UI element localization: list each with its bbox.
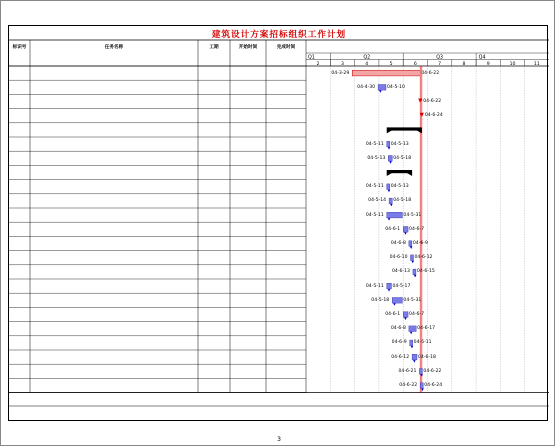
dependency-arrow bbox=[390, 204, 393, 207]
summary-cap-left bbox=[387, 130, 393, 134]
bar-start-label: 04-5-11 bbox=[365, 184, 384, 190]
month-label: 11 bbox=[533, 61, 540, 67]
task-bar bbox=[419, 369, 422, 375]
gantt-sheet bbox=[8, 25, 548, 443]
month-label: 10 bbox=[509, 61, 516, 67]
bar-start-label: 04-6-1 bbox=[385, 312, 401, 317]
page-number: 3 bbox=[277, 436, 281, 443]
bar-end-label: 04-5-31 bbox=[403, 297, 422, 303]
bar-end-label: 04-5-13 bbox=[390, 141, 409, 147]
dependency-arrow bbox=[388, 190, 391, 193]
dependency-arrow bbox=[413, 360, 416, 363]
bar-end-label: 04-5-31 bbox=[403, 212, 422, 218]
bar-start-label: 04-5-11 bbox=[365, 212, 384, 218]
bar-end-label: 04-6-22 bbox=[423, 368, 442, 374]
bar-start-label: 04-6-13 bbox=[391, 269, 410, 275]
task-bar bbox=[413, 269, 416, 275]
bar-end-label: 04-6-17 bbox=[417, 326, 436, 332]
bar-start-label: 04-6-21 bbox=[398, 368, 417, 374]
task-bar bbox=[387, 283, 392, 289]
bar-end-label: 04-6-7 bbox=[409, 226, 425, 232]
bar-start-label: 04-4-30 bbox=[357, 84, 376, 90]
column-header-id: 标识号 bbox=[12, 45, 27, 50]
task-bar bbox=[409, 241, 412, 247]
month-label: 4 bbox=[365, 61, 369, 67]
bar-start-label: 04-6-8 bbox=[390, 326, 406, 332]
dependency-arrow bbox=[410, 247, 413, 250]
column-header-duration: 工期 bbox=[209, 45, 219, 50]
summary-cap-right bbox=[416, 130, 422, 134]
task-bar bbox=[387, 184, 390, 190]
dependency-arrow bbox=[379, 90, 382, 93]
quarter-label: Q4 bbox=[478, 55, 486, 61]
bar-end-label: 04-6-24 bbox=[424, 113, 443, 119]
month-label: 6 bbox=[413, 61, 417, 67]
dependency-arrow bbox=[411, 261, 414, 264]
bar-end-label: 04-5-18 bbox=[393, 155, 412, 161]
task-bar bbox=[389, 198, 392, 204]
bar-end-label: 04-6-7 bbox=[409, 312, 425, 317]
bar-end-label: 04-5-17 bbox=[392, 283, 411, 289]
bar-end-label: 04-5-10 bbox=[386, 84, 405, 90]
task-bar bbox=[387, 141, 390, 147]
column-header-name: 任务名称 bbox=[104, 45, 124, 50]
bar-start-label: 04-6-1 bbox=[385, 226, 401, 232]
task-bar bbox=[412, 354, 417, 360]
bar-end-label: 04-5-18 bbox=[393, 198, 412, 204]
task-bar bbox=[378, 85, 386, 91]
bar-start-label: 04-5-11 bbox=[365, 141, 384, 147]
bar-end-label: 04-6-18 bbox=[417, 354, 436, 360]
task-bar bbox=[403, 312, 408, 318]
bar-end-label: 04-6-24 bbox=[424, 383, 443, 388]
bar-end-label: 04-6-15 bbox=[416, 269, 435, 275]
month-label: 9 bbox=[486, 61, 490, 67]
task-bar bbox=[410, 255, 413, 261]
bar-start-label: 04-6-22 bbox=[399, 383, 418, 388]
dependency-arrow bbox=[404, 318, 407, 321]
bar-end-label: 04-5-13 bbox=[390, 184, 409, 190]
task-bar bbox=[409, 326, 416, 332]
bar-start-label: 04-6-12 bbox=[391, 354, 410, 360]
task-bar bbox=[403, 227, 408, 233]
bar-start-label: 04-6-10 bbox=[389, 255, 408, 261]
month-label: 8 bbox=[462, 61, 466, 67]
dependency-arrow bbox=[410, 332, 413, 335]
bar-end-label: 04-6-11 bbox=[413, 340, 432, 346]
month-label: 3 bbox=[340, 61, 344, 67]
dependency-arrow bbox=[404, 232, 407, 235]
bar-start-label: 04-5-11 bbox=[365, 283, 384, 289]
column-header-finish: 完成时间 bbox=[276, 45, 296, 50]
task-bar bbox=[392, 298, 402, 304]
dependency-arrow bbox=[388, 147, 391, 150]
column-header-start: 开始时间 bbox=[238, 45, 258, 50]
dependency-arrow bbox=[388, 218, 391, 221]
bar-start-label: 04-5-18 bbox=[371, 297, 390, 303]
page-title: 建筑设计方案招标组织工作计划 bbox=[211, 30, 347, 40]
bar-start-label: 04-6-9 bbox=[391, 340, 407, 346]
bar-start-label: 04-5-14 bbox=[368, 198, 387, 204]
task-bar bbox=[420, 383, 423, 389]
task-bar-critical bbox=[352, 70, 420, 76]
month-label: 2 bbox=[316, 61, 320, 67]
summary-cap-left bbox=[387, 173, 393, 177]
dependency-arrow bbox=[393, 303, 396, 306]
dependency-arrow bbox=[389, 161, 392, 164]
task-bar bbox=[387, 212, 403, 218]
gantt-grid bbox=[9, 26, 549, 422]
dependency-arrow bbox=[388, 289, 391, 292]
bar-end-label: 04-6-9 bbox=[412, 241, 428, 246]
quarter-label: Q3 bbox=[436, 55, 444, 61]
dependency-arrow bbox=[420, 374, 423, 377]
bar-start-label: 04-5-13 bbox=[367, 155, 386, 161]
bar-start-label: 04-6-8 bbox=[390, 241, 406, 246]
bar-end-label: 04-6-12 bbox=[414, 255, 433, 261]
quarter-label: Q1 bbox=[308, 55, 315, 61]
bar-end-label: 04-6-22 bbox=[423, 99, 442, 104]
bar-start-label: 04-3-29 bbox=[331, 70, 350, 76]
task-bar bbox=[388, 156, 392, 162]
task-bar bbox=[410, 340, 413, 346]
month-label: 7 bbox=[438, 61, 442, 67]
summary-cap-right bbox=[406, 173, 412, 177]
bar-end-label: 04-6-22 bbox=[421, 70, 440, 76]
dependency-arrow bbox=[414, 275, 417, 278]
dependency-arrow bbox=[411, 346, 414, 349]
month-label: 5 bbox=[389, 61, 393, 67]
quarter-label: Q2 bbox=[363, 55, 371, 61]
